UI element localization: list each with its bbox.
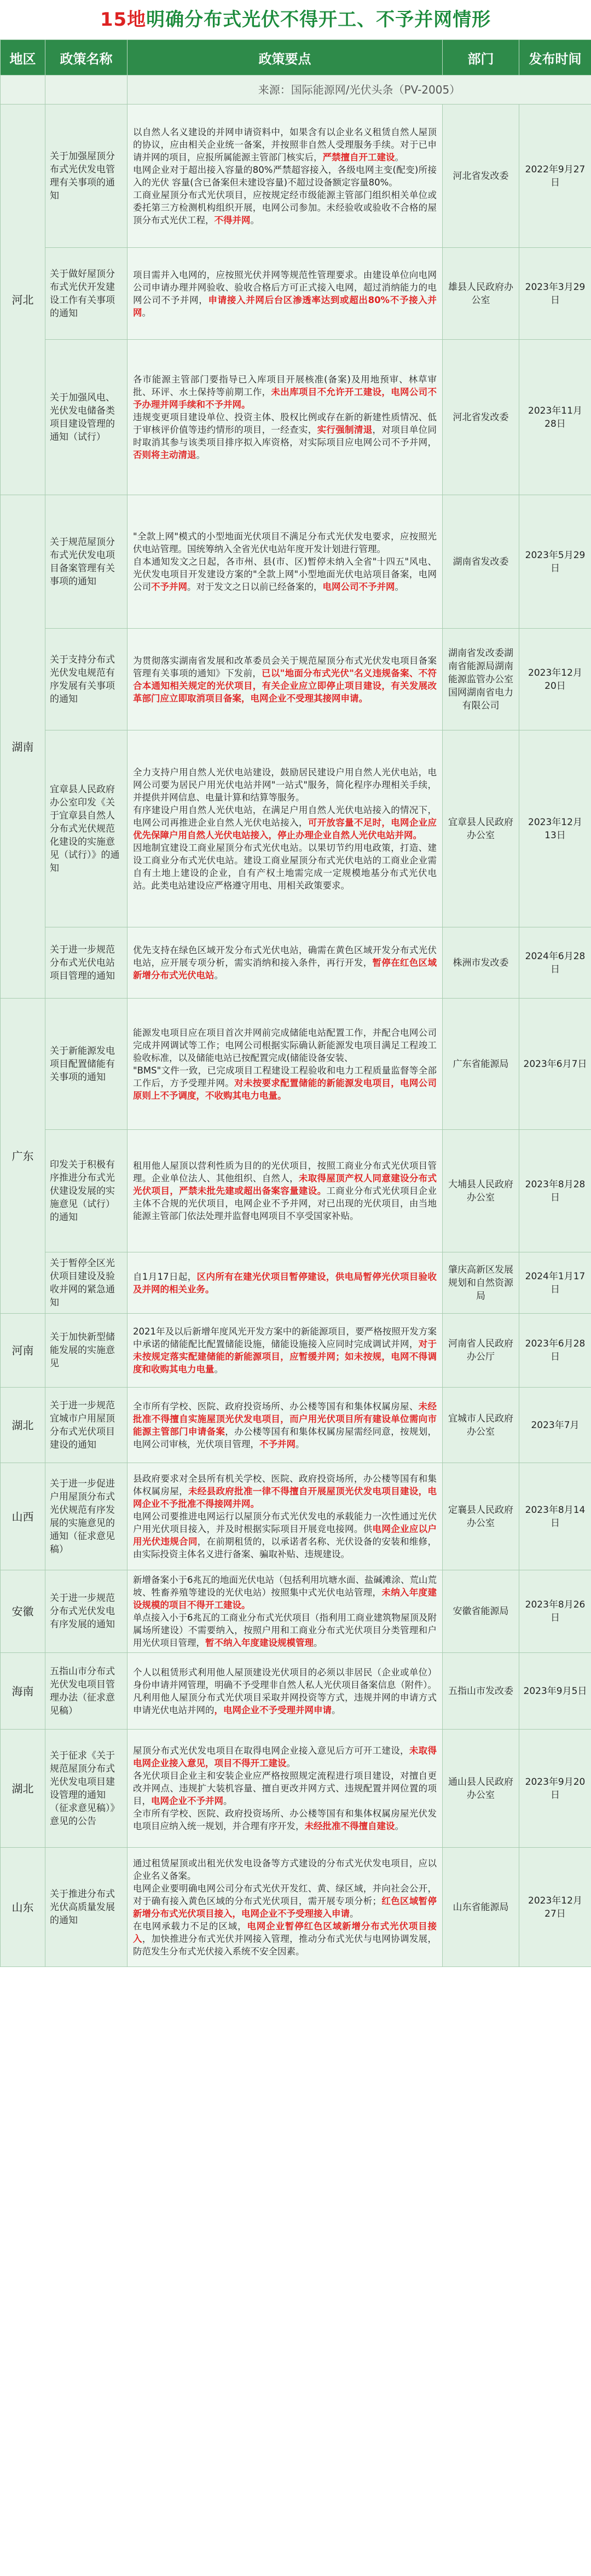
policy-point xyxy=(133,1882,437,1920)
table-row xyxy=(1,248,591,340)
policy-point xyxy=(133,1472,437,1510)
policy-point xyxy=(133,126,437,164)
point-text: 。 xyxy=(395,582,404,592)
point-text: 。 xyxy=(350,1908,359,1919)
point-text: 通过租赁屋顶或出租光伏发电设备等方式建设的分布式光伏发电项目，应以企业名义备案。 xyxy=(133,1858,437,1881)
policy-point xyxy=(133,804,437,842)
policy-point xyxy=(133,654,437,705)
point-text: 。 xyxy=(214,1364,223,1374)
table-row xyxy=(1,1388,591,1463)
policy-point xyxy=(133,944,437,982)
point-text: ，办公楼等国有和集体权属房屋需经同意，按规划，电网公司审核，光伏项目管理， xyxy=(133,1426,437,1449)
policy-point xyxy=(133,1769,437,1807)
point-text: 因地制宜建设工商业屋顶分布式光伏电站。以果切节约用电政策，打造、建设工商业分布式光伏电站。建设工商业屋顶分布式光伏电站的工商业企业需自有土地上建设的企业，自有产权土地需完成一定规模地基分布式光伏电站。此类电站建设应严格遵守用电、用相关政策要求。 xyxy=(133,842,437,891)
highlight-text: 电网公司不予并网 xyxy=(322,582,395,592)
table-row xyxy=(1,495,591,629)
date-cell: 2023年12月13日 xyxy=(519,730,591,927)
point-text: "BMS"文件一致，已完成项目工程建设工程验收和电力工程质量监督等全部工作后，方予受理并网。 xyxy=(133,1065,437,1088)
policy-point xyxy=(133,1159,437,1222)
point-text: 有序建设户用自然人光伏电站，在满足户用自然人光伏电站接入的情况下，电网公司再推进企业自然人光伏电站接入， xyxy=(133,804,437,828)
highlight-text: 区内所有在建光伏项目暂停建设，供电局暂停光伏项目验收及并网的相关业务。 xyxy=(133,1271,437,1295)
policy-point xyxy=(133,1920,437,1958)
highlight-text: 未取得屋顶产权人同意建设分布式光伏项目，严禁未批先建或超出备案容量建设。 xyxy=(133,1173,437,1196)
highlight-text: 未出库项目不允许开工建设，电网公司不予办理并网手续和不予并网。 xyxy=(133,387,437,410)
date-cell: 2023年5月29日 xyxy=(519,495,591,629)
table-row xyxy=(1,629,591,730)
department-cell: 宜城市人民政府办公室 xyxy=(443,1388,519,1463)
policy-points-cell xyxy=(128,1570,443,1653)
date-cell: 2023年11月28日 xyxy=(519,340,591,495)
policy-name-cell: 关于推进分布式光伏高质量发展的通知 xyxy=(45,1848,128,1967)
date-cell: 2023年9月20日 xyxy=(519,1730,591,1848)
point-text: 以自然人名义建设的并网申请资料中，如果含有以企业名义租赁自然人屋顶的协议，应由相关企业统一备案，并按照非自然人受理服务手续。对于已申请并网的项目，应报所属能源主管部门核实后， xyxy=(133,126,437,163)
point-text: 。 xyxy=(395,1821,404,1831)
highlight-text: 申请接入并网后台区渗透率达到或超出80%不予接入并网 xyxy=(133,294,437,318)
policy-name-cell: 关于进一步规范分布式光伏电站项目管理的通知 xyxy=(45,927,128,999)
point-text: 屋顶分布式光伏发电项目在取得电网企业接入意见后方可开工建设， xyxy=(133,1745,409,1756)
policy-point xyxy=(133,411,437,461)
policy-point xyxy=(133,1666,437,1716)
policy-name-cell: 关于做好屋顶分布式光伏开发建设工作有关事项的通知 xyxy=(45,248,128,340)
policy-points-cell xyxy=(128,730,443,927)
point-text: 。 xyxy=(296,1438,305,1449)
table-row xyxy=(1,1130,591,1252)
date-cell: 2023年8月28日 xyxy=(519,1130,591,1252)
policy-point xyxy=(133,1574,437,1611)
department-cell: 株洲市发改委 xyxy=(443,927,519,999)
policy-points-cell xyxy=(128,1848,443,1967)
highlight-text: 严禁擅自开工建设 xyxy=(322,152,395,163)
date-cell: 2023年8月14日 xyxy=(519,1463,591,1570)
region-cell: 河北 xyxy=(1,105,45,495)
point-text: 电网企业要明确电网公司分布式光伏开发红、黄、绿区域，并向社会公开，对于确有接入黄色区域的分布式光伏项目，需开展专项分析； xyxy=(133,1883,437,1906)
point-text: ，在前期租赁的，以承诺者名称、光伏设备的安装和维修，由实际投资主体 xyxy=(133,1536,437,1559)
policy-point xyxy=(133,164,437,189)
department-cell: 肇庆高新区发展规划和自然资源局 xyxy=(443,1252,519,1314)
point-text: ，对项目单位同时取消其参与该类项目排序拟入库资格，对实际项目应电网公司不予并网， xyxy=(133,425,437,448)
point-text: 。 xyxy=(314,1638,323,1648)
table-row xyxy=(1,1730,591,1848)
policy-point xyxy=(133,1270,437,1296)
point-text: 。 xyxy=(142,307,151,318)
highlight-text: 未取得电网企业接入意见，项目不得开工建设 xyxy=(133,1745,437,1768)
policy-point xyxy=(133,189,437,227)
department-cell: 五指山市发改委 xyxy=(443,1653,519,1730)
policy-point xyxy=(133,1064,437,1102)
highlight-text: 不予并网 xyxy=(259,1438,296,1449)
title-count: 15地 xyxy=(100,9,147,31)
policy-name-cell: 印发关于积极有序推进分布式光伏建设发展的实施意见（试行）的通知 xyxy=(45,1130,128,1252)
policy-name-cell: 关于加强屋顶分布式光伏发电管理有关事项的通知 xyxy=(45,105,128,248)
policy-table xyxy=(0,39,591,1967)
highlight-text: 电网企业暂停红色区域新增分布式光伏项目接入 xyxy=(133,1921,437,1944)
highlight-text: 可开放容量不足时，电网企业应优先保障户用自然人光伏电站接入，停止办理企业自然人光伏电站并网。 xyxy=(133,817,437,840)
highlight-text: 电网企业应以户用光伏违规合同 xyxy=(133,1524,437,1547)
point-text: 新增备案小于6兆瓦的地面光伏电站（包括利用坑塘水面、盐碱滩涂、荒山荒坡、牲畜养殖等建设的光伏电站）按照集中式光伏电站管理， xyxy=(133,1575,437,1598)
policy-points-cell xyxy=(128,1252,443,1314)
department-cell: 湖南省发改委湖南省能源局湖南能源监管办公室国网湖南省电力有限公司 xyxy=(443,629,519,730)
point-text: 。 xyxy=(196,450,205,460)
table-row xyxy=(1,730,591,927)
department-cell: 宜章县人民政府办公室 xyxy=(443,730,519,927)
point-text: 2021年及以后新增年度风光开发方案中的新能源项目，要严格按照开发方案中承诺的储能配比配置储能设施，储能设施接入应同时完成调试并网， xyxy=(133,1326,437,1349)
point-text: 全市所有学校、医院、政府投资场所、办公楼等国有和集体权属房屋光伏发电项目应纳入统一规划，并合理有序开发， xyxy=(133,1808,437,1831)
region-cell: 山西 xyxy=(1,1463,45,1570)
policy-point xyxy=(133,530,437,555)
highlight-text: 红色区域暂停新增分布式光伏项目接入，电网企业不予受理接入申请 xyxy=(133,1895,437,1919)
highlight-text: 未纳入年度建设规模的项目不得开工建设。 xyxy=(133,1587,437,1610)
point-text: 为贯彻落实湖南省发展和改革委员会关于规范屋顶分布式光伏发电项目备案管理有关事项的通知》下发前， xyxy=(133,655,437,678)
policy-point xyxy=(133,555,437,593)
department-cell: 大埔县人民政府办公室 xyxy=(443,1130,519,1252)
highlight-text: ，电网企业不予受理并网申请 xyxy=(214,1704,332,1715)
region-cell: 湖北 xyxy=(1,1388,45,1463)
point-text: 工商业屋顶分布式光伏项目，应按规定经市级能源主管部门组织相关单位或委托第三方检测机构组织开展，电网公司参加。未经验收或验收不合格的屋顶分布式光伏工程， xyxy=(133,189,437,225)
policy-point xyxy=(133,1325,437,1376)
region-cell: 湖北 xyxy=(1,1730,45,1848)
policy-name-cell: 关于加快新型储能发展的实施意见 xyxy=(45,1314,128,1388)
policy-points-cell xyxy=(128,1653,443,1730)
date-cell: 2022年9月27日 xyxy=(519,105,591,248)
header-policy: 政策名称 xyxy=(45,40,128,76)
highlight-text: 已以"地面分布式光伏"名义违规备案、不符合本通知相关规定的光伏项目，有关企业应立即停止项目建设，有关发展改革部门应立即取消项目备案，电网企业不受理其接网申请。 xyxy=(133,668,437,704)
policy-points-cell xyxy=(128,1463,443,1570)
highlight-text: 不予并网 xyxy=(151,582,187,592)
date-cell: 2023年12月20日 xyxy=(519,629,591,730)
policy-point xyxy=(133,842,437,892)
region-cell: 海南 xyxy=(1,1653,45,1730)
point-text: 。 xyxy=(395,152,404,163)
highlight-text: 电网企业不予并网 xyxy=(151,1796,223,1806)
policy-point xyxy=(133,1807,437,1832)
table-row xyxy=(1,1314,591,1388)
point-text: ，加快推进分布式光伏并网接入管理，推动分布式光伏与电网协调发展，防范发生分布式光伏接入系统不安全因素。 xyxy=(133,1933,437,1957)
header-date: 发布时间 xyxy=(519,40,591,76)
date-cell: 2023年9月5日 xyxy=(519,1653,591,1730)
highlight-text: 未经县政府批准一律不得擅自开展屋顶光伏发电项目建设，电网企业不予批准不得接网并网。 xyxy=(133,1486,437,1509)
header-points: 政策要点 xyxy=(128,40,443,76)
highlight-text: 未经批准不得擅自实施屋顶光伏发电项目，而户用光伏项目所有建设单位需向市能源主管部门申请备案 xyxy=(133,1401,437,1437)
date-cell: 2023年8月26日 xyxy=(519,1570,591,1653)
point-text: 各市能源主管部门要指导已入库项目开展核准(备案)及用地预审、林草审批、环评、水土保持等前期工作， xyxy=(133,374,437,397)
point-text: 名义进行备案、骗取补贴、 xyxy=(196,1549,305,1559)
source-text: 来源：国际能源网/光伏头条（PV-2005） xyxy=(128,76,591,105)
policy-points-cell xyxy=(128,1130,443,1252)
date-cell: 2023年6月7日 xyxy=(519,999,591,1130)
policy-name-cell: 关于进一步规范分布式光伏发电有序发展的通知 xyxy=(45,1570,128,1653)
policy-point xyxy=(133,1857,437,1882)
policy-points-cell xyxy=(128,1388,443,1463)
point-text: 。 xyxy=(250,214,259,225)
point-text: 优先支持在绿色区域开发分布式光伏电站，确需在黄色区域开发分布式光伏电站，应开展专项分析，需实消纳和接入条件，再行开发， xyxy=(133,945,437,968)
highlight-text: 对于未按规定落实配建储能的新能源项目，应暂缓并网；如未按规，电网不得调度和收购其电力电量 xyxy=(133,1339,437,1374)
point-text: 自1月17日起， xyxy=(133,1271,197,1282)
department-cell: 广东省能源局 xyxy=(443,999,519,1130)
policy-points-cell xyxy=(128,340,443,495)
policy-points-cell xyxy=(128,927,443,999)
department-cell: 河北省发改委 xyxy=(443,105,519,248)
table-row xyxy=(1,340,591,495)
point-text: 全市所有学校、医院、政府投资场所、办公楼等国有和集体权属房屋、 xyxy=(133,1401,419,1412)
region-cell: 安徽 xyxy=(1,1570,45,1653)
point-text: 。 xyxy=(286,1758,296,1768)
policy-name-cell: 五指山市分布式光伏发电项目管理办法（征求意见稿） xyxy=(45,1653,128,1730)
point-text: 。对于发文之日以前已经备案的， xyxy=(187,582,323,592)
policy-name-cell: 关于加强风电、光伏发电储备类项目建设管理的通知（试行） xyxy=(45,340,128,495)
point-text: 。 xyxy=(340,1549,350,1559)
department-cell: 湖南省发改委 xyxy=(443,495,519,629)
department-cell: 雄县人民政府办公室 xyxy=(443,248,519,340)
policy-point xyxy=(133,1026,437,1064)
policy-points-cell xyxy=(128,248,443,340)
date-cell: 2023年7月 xyxy=(519,1388,591,1463)
highlight-text: 实行强制清退 xyxy=(317,425,373,435)
policy-name-cell: 关于进一步促进户用屋顶分布式光伏规范有序发展的实施意见的通知（征求意见稿） xyxy=(45,1463,128,1570)
policy-name-cell: 关于征求《关于规范屋顶分布式光伏发电项目建设管理的通知（征求意见稿）》意见的公告 xyxy=(45,1730,128,1848)
table-body xyxy=(1,76,591,1967)
highlight-text: 否则将主动清退 xyxy=(133,450,196,460)
point-text: 租用他人屋顶以营利性质为目的的光伏项目，按照工商业分布式光伏项目管理。企业单位法人、其他组织、自然人， xyxy=(133,1161,437,1183)
point-text: 全力支持户用自然人光伏电站建设，鼓励居民建设户用自然人光伏电站，电网公司要为居民户用光伏电站并网"一站式"服务，简化程序办理相关手续，并提供并网信息、电量计算和结算等服务。 xyxy=(133,767,437,803)
header-dept: 部门 xyxy=(443,40,519,76)
point-text: "全款上网"模式的小型地面光伏项目不满足分布式光伏发电要求，应按照光伏电站管理。国统筹纳入全省光伏电站年度开发计划进行管理。 xyxy=(133,531,437,554)
table-row xyxy=(1,1570,591,1653)
point-text: 。 xyxy=(332,1704,341,1715)
table-row xyxy=(1,1463,591,1570)
region-cell: 湖南 xyxy=(1,495,45,999)
source-row xyxy=(1,76,591,105)
policy-points-cell xyxy=(128,1314,443,1388)
point-text: 个人以租赁形式利用他人屋顶建设光伏项目的必须以非居民（企业或单位）身份申请并网管理，明确不予受理非自然人私人光伏项目备案信息（附件）。凡利用他人屋顶分布式光伏项目采取并网投资等方式，违规并网的申请方式申请光伏电站并网的 xyxy=(133,1667,437,1715)
point-text: 项目需并入电网的，应按照光伏并网等规范性管理要求。由建设单位向电网公司申请办理并网验收、验收合格后方可正式接入电网，超过消纳能力的电网公司不予并网， xyxy=(133,269,437,305)
policy-point xyxy=(133,1510,437,1560)
highlight-text: 暂不纳入年度建设规模管理 xyxy=(205,1638,314,1648)
table-row xyxy=(1,999,591,1130)
policy-name-cell: 关于进一步规范宜城市户用屋顶分布式光伏项目建设的通知 xyxy=(45,1388,128,1463)
highlight-text: 不得并网 xyxy=(214,214,251,225)
point-text: 自本通知发文之日起，各市州、县(市、区)暂停未纳入全省"十四五"风电、光伏发电项目开发建设方案的"全款上网"小型地面光伏电站项目备案，电网公司 xyxy=(133,556,437,592)
table-row xyxy=(1,1252,591,1314)
table-row xyxy=(1,927,591,999)
policy-points-cell xyxy=(128,1730,443,1848)
department-cell: 定襄县人民政府办公室 xyxy=(443,1463,519,1570)
policy-name-cell: 关于规范屋顶分布式光伏发电项目备案管理有关事项的通知 xyxy=(45,495,128,629)
point-text: 各光伏项目企业主和安装企业应严格按照规定流程进行项目建设，对擅自更改并网点、违规扩大装机容量、擅自更改并网方式、违规配置并网位置的项目， xyxy=(133,1771,437,1806)
policy-points-cell xyxy=(128,999,443,1130)
region-cell: 山东 xyxy=(1,1848,45,1967)
policy-point xyxy=(133,1611,437,1649)
point-text: 。 xyxy=(223,1796,233,1806)
highlight-text: 暂停在红色区域新增分布式光伏电站 xyxy=(133,958,437,980)
point-text: 电网企业对于超出接入容量的80%严禁超容接入，各级电网主变(配变)所接入的光伏 容量(含已备案但未建设容量)不超过设备额定容量80%。 xyxy=(133,164,437,188)
table-row xyxy=(1,105,591,248)
point-text: 能源发电项目应在项目首次并网前完成储能电站配置工作，并配合电网公司完成并网调试等工作；电网公司根据实际确认新能源发电项目满足工程竣工验收标准，以及储能电站已按配置完成(储能设备安装、 xyxy=(133,1027,437,1063)
region-cell: 广东 xyxy=(1,999,45,1314)
point-text: 。 xyxy=(214,970,223,980)
department-cell: 安徽省能源局 xyxy=(443,1570,519,1653)
point-text: 单点接入小于6兆瓦的工商业分布式光伏项目（指利用工商业建筑物屋顶及附属场所建设）不需要纳入，按照户用和工商业分布式光伏项目分类管理和户用光伏项目管理， xyxy=(133,1612,437,1648)
policy-point xyxy=(133,766,437,804)
policy-points-cell xyxy=(128,495,443,629)
page-title xyxy=(0,0,591,39)
policy-name-cell: 宜章县人民政府办公室印发《关于宜章县自然人分布式光伏规范化建设的实施意见（试行）》的通知 xyxy=(45,730,128,927)
policy-points-cell xyxy=(128,629,443,730)
department-cell: 河北省发改委 xyxy=(443,340,519,495)
table-header-row xyxy=(1,40,591,76)
point-text: 违规建设 xyxy=(304,1549,341,1559)
highlight-text: 未经批准不得擅自建设 xyxy=(304,1821,395,1831)
policy-name-cell: 关于暂停全区光伏项目建设及验收并网的紧急通知 xyxy=(45,1252,128,1314)
region-cell: 河南 xyxy=(1,1314,45,1388)
policy-name-cell: 关于新能源发电项目配置储能有关事项的通知 xyxy=(45,999,128,1130)
policy-point xyxy=(133,1400,437,1451)
date-cell: 2024年6月28日 xyxy=(519,927,591,999)
point-text: 违规变更项目建设单位、投资主体、股权比例或存在新的新建性质情况、低于审核评价值等违约情形的项目，一经查实， xyxy=(133,412,437,435)
table-row xyxy=(1,1848,591,1967)
department-cell: 河南省人民政府办公厅 xyxy=(443,1314,519,1388)
policy-points-cell xyxy=(128,105,443,248)
policy-point xyxy=(133,269,437,319)
policy-name-cell: 关于支持分布式光伏发电规范有序发展有关事项的通知 xyxy=(45,629,128,730)
title-text: 明确分布式光伏不得开工、不予并网情形 xyxy=(146,9,491,31)
policy-point xyxy=(133,373,437,411)
date-cell: 2023年12月27日 xyxy=(519,1848,591,1967)
department-cell: 山东省能源局 xyxy=(443,1848,519,1967)
date-cell: 2024年1月17日 xyxy=(519,1252,591,1314)
point-text: 电网公司要推进电网运行以屋顶分布式光伏发电的承载能力一次性通过光伏户用光伏项目接入，并及时根据实际项目开展竞电接网。供 xyxy=(133,1511,437,1534)
header-region: 地区 xyxy=(1,40,45,76)
date-cell: 2023年3月29日 xyxy=(519,248,591,340)
department-cell: 通山县人民政府办公室 xyxy=(443,1730,519,1848)
highlight-text: 对未按要求配置储能的新能源发电项目，电网公司原则上不予调度，不收购其电力电量。 xyxy=(133,1077,437,1101)
date-cell: 2023年6月28日 xyxy=(519,1314,591,1388)
policy-point xyxy=(133,1744,437,1769)
point-text: 县政府要求对全县所有机关学校、医院、政府投资场所，办公楼等国有和集体权属房屋， xyxy=(133,1473,437,1496)
point-text: 工商业分布式光伏项目企业主体不合规的光伏项目，电网企业不予并网，对已出现的光伏项目，由当地能源主管部门依法处理并监督电网项目不享受国家补贴。 xyxy=(133,1186,437,1221)
table-row xyxy=(1,1653,591,1730)
point-text: 在电网承载力不足的区域， xyxy=(133,1921,247,1931)
